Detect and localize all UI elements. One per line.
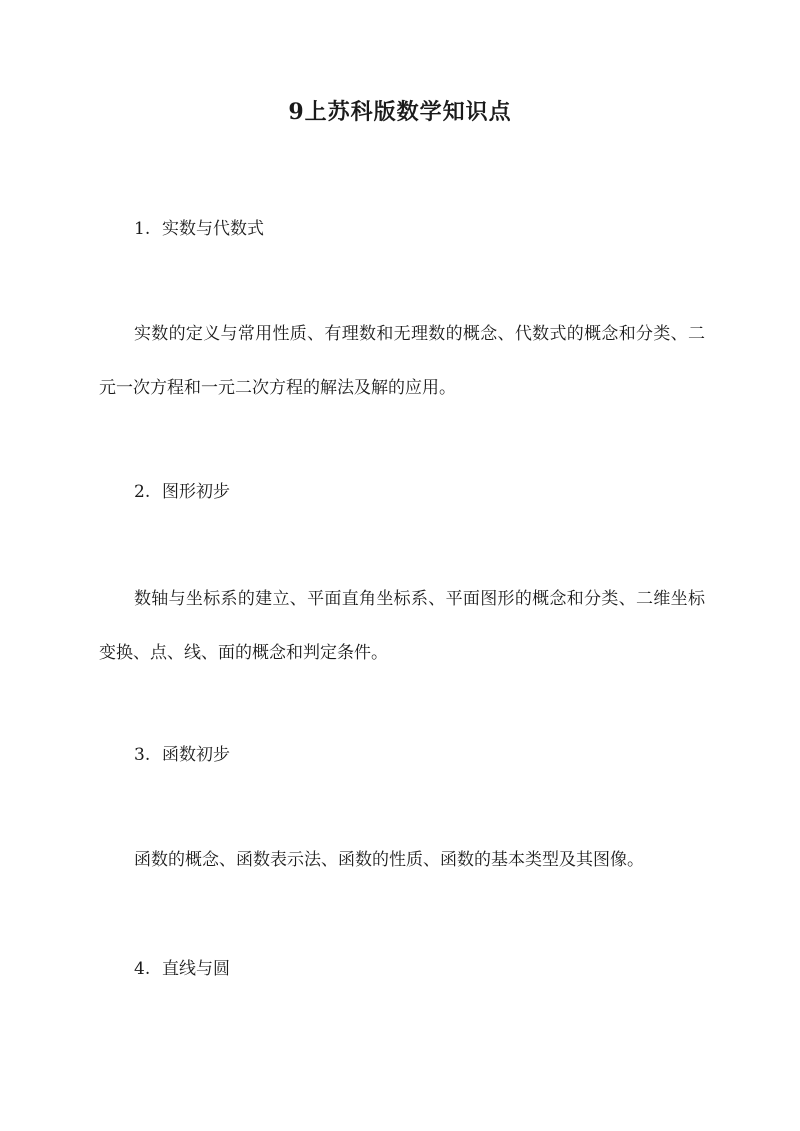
section-heading-text: 实数与代数式 — [162, 219, 264, 239]
document-title: 9上苏科版数学知识点 — [288, 99, 512, 125]
section-number: 4. — [134, 959, 151, 979]
section-number: 1. — [134, 219, 151, 239]
section-heading-text: 函数初步 — [162, 745, 230, 765]
section-body-3: 函数的概念、函数表示法、函数的性质、函数的基本类型及其图像。 — [134, 850, 644, 870]
section-body-2: 数轴与坐标系的建立、平面直角坐标系、平面图形的概念和分类、二维坐标变换、点、线、面的概念和判定条件。 — [99, 589, 705, 663]
section-number: 2. — [134, 482, 151, 502]
section-number: 3. — [134, 745, 151, 765]
section-body-1: 实数的定义与常用性质、有理数和无理数的概念、代数式的概念和分类、二元一次方程和一元二次方程的解法及解的应用。 — [99, 324, 705, 398]
section-heading-2 — [134, 479, 230, 505]
section-heading-4 — [134, 956, 230, 982]
section-heading-text: 图形初步 — [162, 482, 230, 502]
section-heading-1 — [134, 216, 264, 242]
section-heading-text: 直线与圆 — [162, 959, 230, 979]
section-heading-3 — [134, 742, 230, 768]
